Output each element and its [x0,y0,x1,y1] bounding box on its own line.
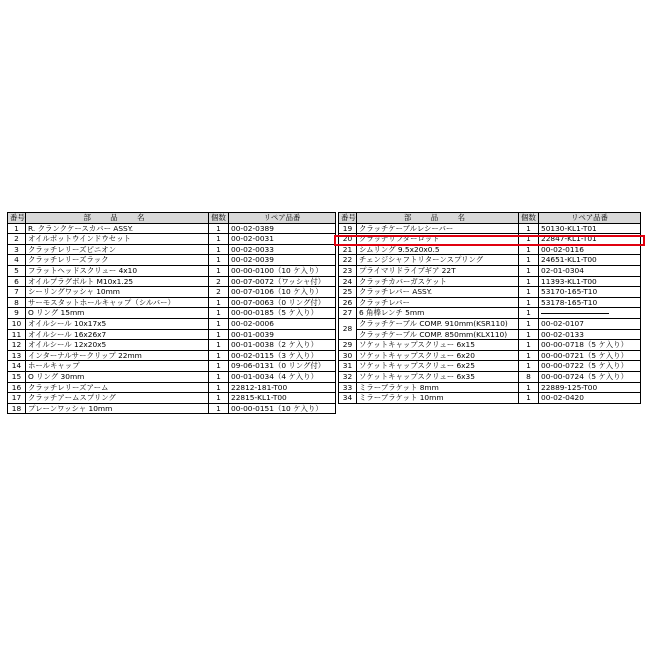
cell-qty: 1 [209,393,229,404]
cell-part: 53178-165-T10 [539,297,641,308]
table-row [8,265,336,276]
cell-name: クラッチケーブル COMP. 850mm(KLX110) [357,329,519,340]
cell-name: クラッチレリーズラック [26,255,209,266]
table-row [8,403,336,414]
table-row [8,308,336,319]
cell-name: 6 角棒レンチ 5mm [357,308,519,319]
cell-name: ソケットキャップスクリュー 6x35 [357,371,519,382]
cell-qty: 1 [209,234,229,245]
table-row [339,234,641,245]
header-qty: 個数 [519,213,539,224]
cell-qty: 1 [519,234,539,245]
cell-no: 29 [339,340,357,351]
cell-no: 8 [8,297,26,308]
cell-no: 6 [8,276,26,287]
cell-qty: 1 [209,244,229,255]
right-table-body [339,223,641,403]
cell-name: クラッチケーブルレシーバー [357,223,519,234]
cell-qty: 1 [519,255,539,266]
cell-name: O リング 30mm [26,371,209,382]
cell-qty: 1 [209,382,229,393]
cell-no: 3 [8,244,26,255]
table-row [8,297,336,308]
table-row [339,265,641,276]
cell-name: インターナルサークリップ 22mm [26,350,209,361]
cell-name: クラッチレリーズアーム [26,382,209,393]
cell-part: 22847-KL1-T01 [539,234,641,245]
cell-no: 24 [339,276,357,287]
cell-qty: 1 [519,308,539,319]
cell-name: プレーンワッシャ 10mm [26,403,209,414]
table-row [339,255,641,266]
cell-no: 20 [339,234,357,245]
cell-name: フラットヘッドスクリュー 4x10 [26,265,209,276]
table-row [339,297,641,308]
cell-qty: 1 [209,403,229,414]
table-row [339,308,641,319]
cell-qty: 1 [209,318,229,329]
cell-part: 00-00-0718（5 ケ入り） [539,340,641,351]
table-row [8,382,336,393]
table-row [339,329,641,340]
cell-part: 00-07-0106（10 ケ入り） [229,287,336,298]
table-row [339,244,641,255]
cell-part: 00-01-0039 [229,329,336,340]
cell-no: 13 [8,350,26,361]
table-row [8,223,336,234]
cell-no: 1 [8,223,26,234]
cell-qty: 1 [209,255,229,266]
cell-name: オイルシール 16x26x7 [26,329,209,340]
table-row [8,318,336,329]
cell-part: 00-07-0072（ワッシャ付） [229,276,336,287]
cell-no: 4 [8,255,26,266]
cell-qty: 1 [519,382,539,393]
cell-qty: 2 [209,276,229,287]
cell-name: クラッチカバーガスケット [357,276,519,287]
cell-part: 00-07-0063（0 リング付） [229,297,336,308]
cell-qty: 1 [519,361,539,372]
cell-no: 31 [339,361,357,372]
cell-qty: 1 [209,361,229,372]
cell-name: ミラーブラケット 10mm [357,393,519,404]
cell-no: 25 [339,287,357,298]
cell-no: 2 [8,234,26,245]
cell-no: 11 [8,329,26,340]
cell-part: 22889-125-T00 [539,382,641,393]
cell-part [539,308,641,319]
table-row [339,276,641,287]
cell-name: O リング 15mm [26,308,209,319]
cell-part: 00-02-0031 [229,234,336,245]
cell-name: クラッチアームスプリング [26,393,209,404]
cell-no: 34 [339,393,357,404]
cell-part: 00-01-0038（2 ケ入り） [229,340,336,351]
cell-part: 09-06-0131（0 リング付） [229,361,336,372]
cell-name: シムリング 9.5x20x0.5 [357,244,519,255]
table-row [339,318,641,329]
cell-name: ソケットキャップスクリュー 6x20 [357,350,519,361]
header-row [8,213,336,224]
table-row [8,393,336,404]
cell-part: 00-00-0151（10 ケ入り） [229,403,336,414]
cell-name: チェンジシャフトリターンスプリング [357,255,519,266]
cell-qty: 1 [209,329,229,340]
cell-no: 9 [8,308,26,319]
cell-part: 00-00-0185（5 ケ入り） [229,308,336,319]
cell-part: 00-02-0039 [229,255,336,266]
cell-name: ホールキャップ [26,361,209,372]
cell-no: 12 [8,340,26,351]
cell-qty: 2 [209,287,229,298]
cell-no: 27 [339,308,357,319]
parts-table-right [338,212,641,404]
cell-qty: 1 [519,287,539,298]
cell-qty: 1 [519,297,539,308]
cell-part: 00-02-0107 [539,318,641,329]
table-row [339,382,641,393]
cell-no: 10 [8,318,26,329]
table-row [8,329,336,340]
cell-name: クラッチレバー [357,297,519,308]
table-row [339,340,641,351]
cell-part: 24651-KL1-T00 [539,255,641,266]
cell-name: ソケットキャップスクリュー 6x25 [357,361,519,372]
cell-no: 22 [339,255,357,266]
cell-qty: 8 [519,371,539,382]
cell-part: 00-02-0133 [539,329,641,340]
cell-name: シーリングワッシャ 10mm [26,287,209,298]
cell-qty: 1 [209,371,229,382]
cell-part: 00-00-0100（10 ケ入り） [229,265,336,276]
table-row [8,350,336,361]
table-row [8,371,336,382]
cell-qty: 1 [519,318,539,329]
cell-part: 53170-165-T10 [539,287,641,298]
cell-part: 00-02-0006 [229,318,336,329]
cell-no: 33 [339,382,357,393]
cell-qty: 1 [209,340,229,351]
table-row [8,361,336,372]
cell-no: 28 [339,318,357,339]
cell-part: 00-01-0034（4 ケ入り） [229,371,336,382]
cell-qty: 1 [519,265,539,276]
header-no: 番号 [339,213,357,224]
cell-name: クラッチレバー ASSY. [357,287,519,298]
cell-no: 21 [339,244,357,255]
table-row [339,223,641,234]
cell-no: 18 [8,403,26,414]
empty-dash [541,313,609,314]
cell-no: 30 [339,350,357,361]
cell-name: オイルプラグボルト M10x1.25 [26,276,209,287]
cell-part: 00-00-0724（5 ケ入り） [539,371,641,382]
cell-name: サーモスタットホールキャップ（シルバー） [26,297,209,308]
cell-name: クラッチリフターロッド [357,234,519,245]
cell-no: 5 [8,265,26,276]
table-row [339,361,641,372]
cell-qty: 1 [519,393,539,404]
cell-name: プライマリドライブギア 22T [357,265,519,276]
cell-no: 19 [339,223,357,234]
cell-part: 00-02-0389 [229,223,336,234]
cell-part: 00-00-0722（5 ケ入り） [539,361,641,372]
cell-no: 26 [339,297,357,308]
header-part: リペア品番 [229,213,336,224]
parts-table-left [7,212,336,414]
cell-qty: 1 [209,308,229,319]
cell-part: 22815-KL1-T00 [229,393,336,404]
cell-name: オイルシール 10x17x5 [26,318,209,329]
cell-no: 32 [339,371,357,382]
cell-name: ミラーブラケット 8mm [357,382,519,393]
cell-part: 00-02-0115（3 ケ入り） [229,350,336,361]
cell-qty: 1 [519,276,539,287]
table-row [339,371,641,382]
table-row [339,350,641,361]
cell-part: 00-02-0033 [229,244,336,255]
table-row [339,393,641,404]
header-row [339,213,641,224]
cell-part: 50130-KL1-T01 [539,223,641,234]
header-qty: 個数 [209,213,229,224]
cell-no: 16 [8,382,26,393]
cell-qty: 1 [209,223,229,234]
cell-qty: 1 [519,350,539,361]
cell-no: 15 [8,371,26,382]
cell-no: 23 [339,265,357,276]
header-part: リペア品番 [539,213,641,224]
cell-name: クラッチレリーズピニオン [26,244,209,255]
cell-part: 00-02-0420 [539,393,641,404]
table-row [8,255,336,266]
cell-qty: 1 [209,265,229,276]
cell-no: 7 [8,287,26,298]
cell-qty: 1 [519,223,539,234]
left-table-body [8,223,336,414]
table-row [8,244,336,255]
cell-part: 00-00-0721（5 ケ入り） [539,350,641,361]
table-row [339,287,641,298]
table-row [8,234,336,245]
cell-qty: 1 [209,297,229,308]
cell-name: オイルポットウインドウセット [26,234,209,245]
cell-qty: 1 [519,244,539,255]
table-row [8,340,336,351]
cell-qty: 1 [209,350,229,361]
table-row [8,276,336,287]
header-name: 部 品 名 [357,213,519,224]
cell-part: 22812-181-T00 [229,382,336,393]
cell-part: 02-01-0304 [539,265,641,276]
cell-name: オイルシール 12x20x5 [26,340,209,351]
header-name: 部 品 名 [26,213,209,224]
cell-name: R. クランクケースカバー ASSY. [26,223,209,234]
cell-qty: 1 [519,340,539,351]
cell-part: 00-02-0116 [539,244,641,255]
cell-name: クラッチケーブル COMP. 910mm(KSR110) [357,318,519,329]
table-row [8,287,336,298]
cell-no: 17 [8,393,26,404]
cell-name: ソケットキャップスクリュー 6x15 [357,340,519,351]
header-no: 番号 [8,213,26,224]
cell-part: 11393-KL1-T00 [539,276,641,287]
cell-qty: 1 [519,329,539,340]
cell-no: 14 [8,361,26,372]
